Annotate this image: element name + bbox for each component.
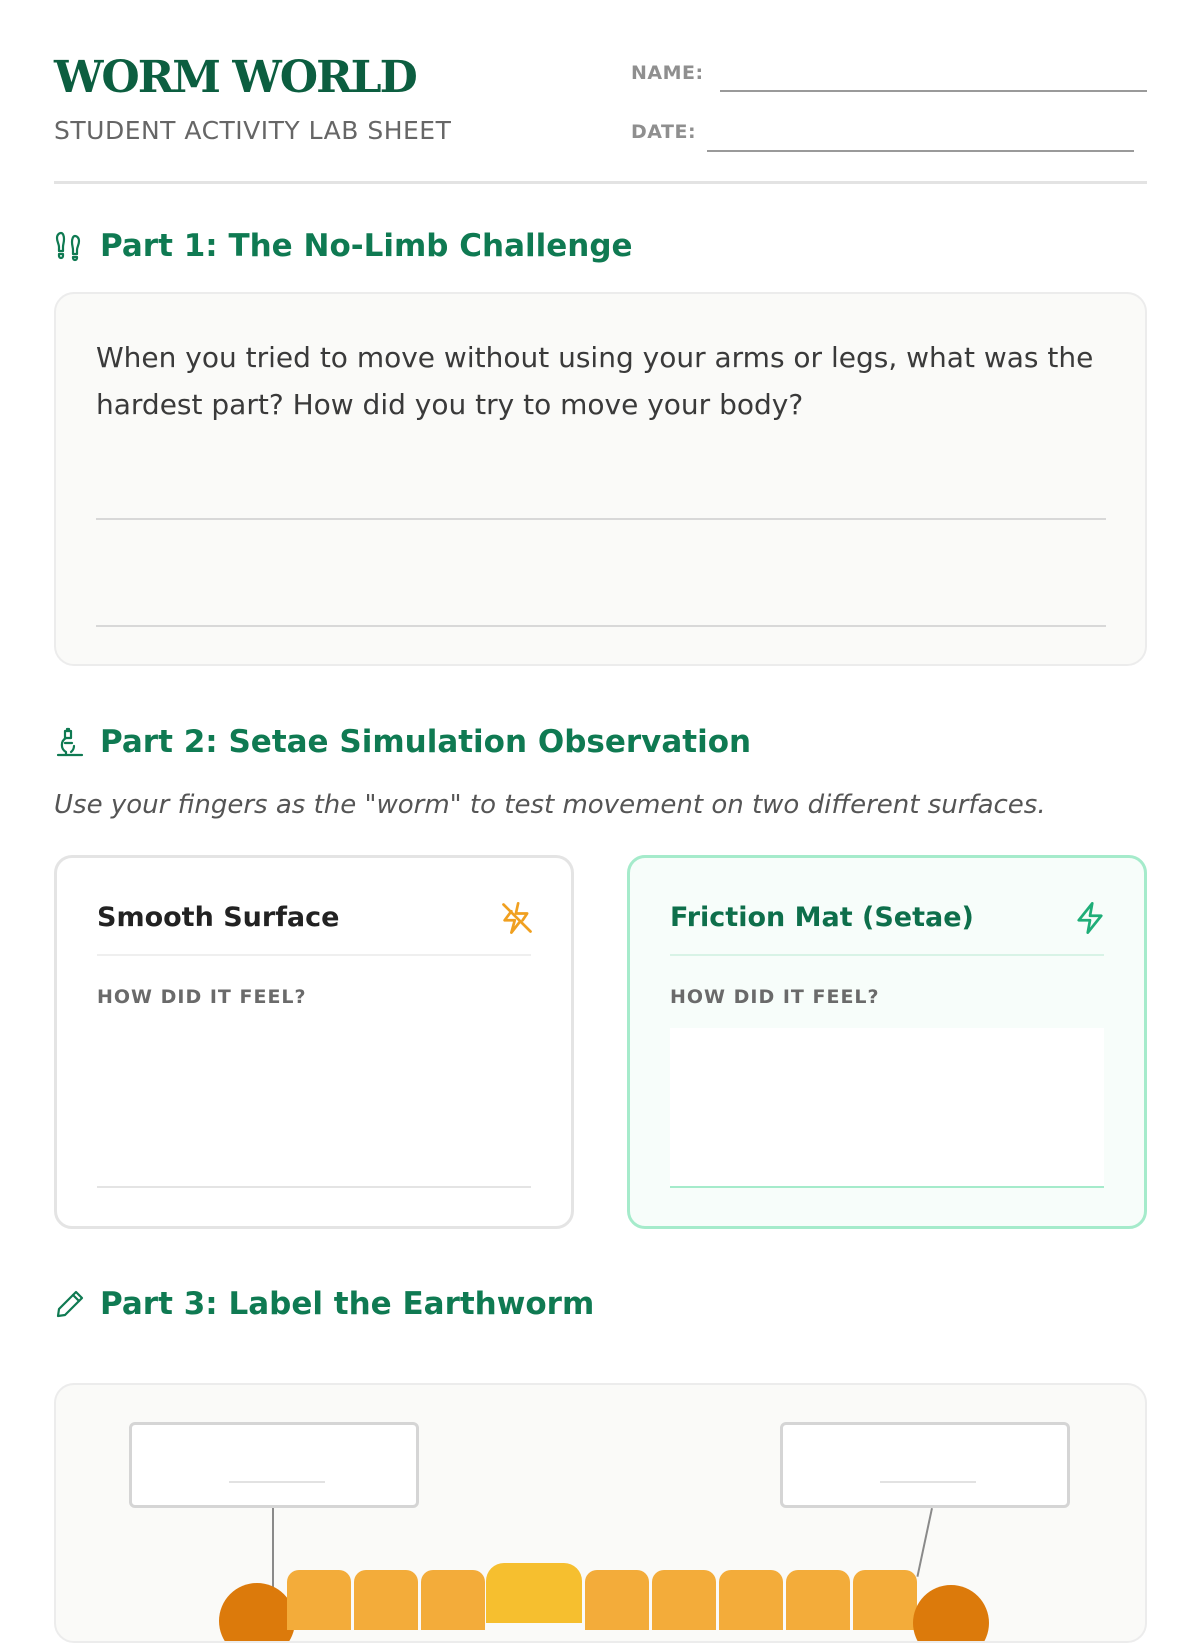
footprints-icon [54, 230, 86, 262]
worm-clitellum [486, 1563, 582, 1623]
part3-heading [54, 1286, 594, 1322]
smooth-surface-card [54, 855, 574, 1229]
part2-instruction: Use your fingers as the "worm" to test movement on two different surfaces. [54, 790, 1046, 820]
friction-mat-answer[interactable] [670, 1028, 1104, 1188]
part1-question: When you tried to move without using your arms or legs, what was the hardest part? How did you try to move your body? [96, 341, 1094, 421]
friction-mat-card [627, 855, 1147, 1229]
zap-icon [1072, 900, 1108, 936]
label-blank [880, 1481, 976, 1483]
part3-heading-text: Part 3: Label the Earthworm [100, 1286, 595, 1322]
card-title: Smooth Surface [97, 902, 340, 933]
earthworm-diagram [54, 1383, 1147, 1643]
page-subtitle: STUDENT ACTIVITY LAB SHEET [54, 116, 452, 145]
worm-head-end [913, 1585, 989, 1643]
worm-segment [786, 1570, 850, 1630]
header-divider [54, 181, 1147, 184]
answer-line[interactable] [96, 625, 1106, 627]
label-blank [229, 1481, 325, 1483]
part2-heading-text: Part 2: Setae Simulation Observation [100, 724, 752, 760]
page-title: WORM WORLD [54, 52, 416, 103]
card-prompt: HOW DID IT FEEL? [97, 986, 307, 1008]
card-title: Friction Mat (Setae) [670, 902, 974, 933]
microscope-icon [54, 726, 86, 758]
smooth-surface-answer[interactable] [97, 1028, 531, 1188]
worm-segment [287, 1570, 351, 1630]
answer-line[interactable] [96, 518, 1106, 520]
card-divider [97, 954, 531, 956]
worm-segment [719, 1570, 783, 1630]
pencil-icon [54, 1288, 86, 1320]
worm-segment [585, 1570, 649, 1630]
worm-segment [652, 1570, 716, 1630]
worm-segment [853, 1570, 917, 1630]
part1-heading-text: Part 1: The No-Limb Challenge [100, 228, 633, 264]
name-label: NAME: [631, 62, 704, 84]
part1-question-box [54, 292, 1147, 666]
card-prompt: HOW DID IT FEEL? [670, 986, 880, 1008]
date-label: DATE: [631, 121, 697, 143]
part1-heading [54, 228, 633, 264]
worm-segment [354, 1570, 418, 1630]
name-field[interactable] [720, 90, 1147, 92]
zap-off-icon [499, 900, 535, 936]
worm-tail-end [219, 1583, 295, 1643]
label-pointer [916, 1508, 933, 1577]
worm-segment [421, 1570, 485, 1630]
part2-heading [54, 724, 751, 760]
label-box-left[interactable] [129, 1422, 419, 1508]
label-box-right[interactable] [780, 1422, 1070, 1508]
card-divider [670, 954, 1104, 956]
date-field[interactable] [707, 150, 1134, 152]
